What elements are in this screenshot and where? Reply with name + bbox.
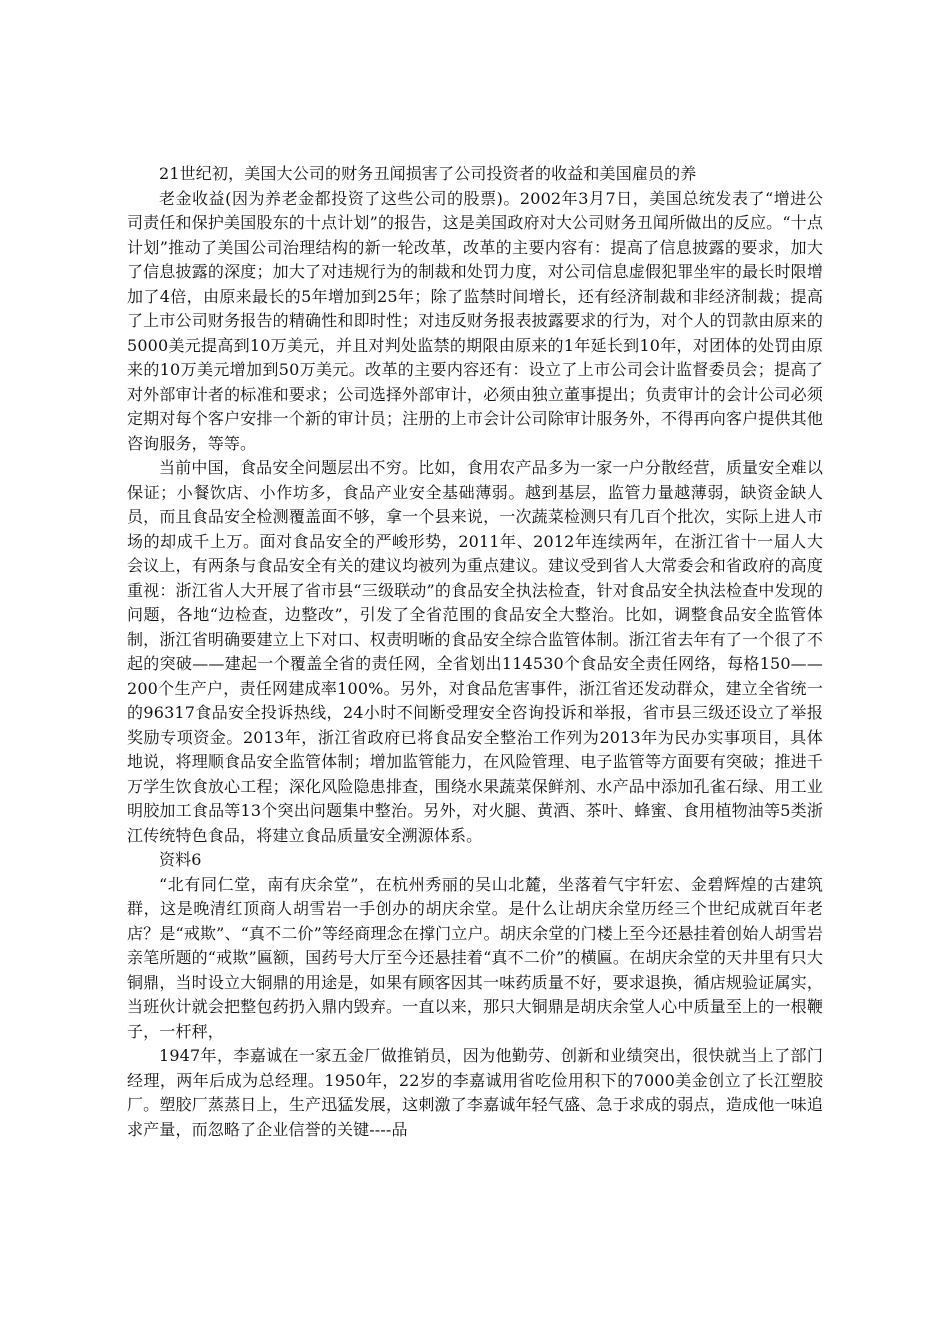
paragraph-3: “北有同仁堂，南有庆余堂”，在杭州秀丽的吴山北麓，坐落着气宇轩宏、金碧辉煌的古建筑群，这是晚清红顶商人胡雪岩一手创办的胡庆余堂。是什么让胡庆余堂历经三个世纪成就百年老店？是“戒欺”、“真不二价”等经商理念在撑门立户。胡庆余堂的门楼上至今还悬挂着创始人胡雪岩亲笔所题的“戒欺”匾额，国药号大厅至今还悬挂着“真不二价”的横匾。在胡庆余堂的天井里有只大铜鼎，当时设立大铜鼎的用途是，如果有顾客因其一味药质量不好，要求退换，循店规验证属实，当班伙计就会把整包药扔入鼎内毁弃。一直以来，那只大铜鼎是胡庆余堂人心中质量至上的一根鞭子，一杆秤， (127, 874, 823, 1041)
paragraph-1-body: 老金收益(因为养老金都投资了这些公司的股票)。2002年3月7日，美国总统发表了“增进公司责任和保护美国股东的十点计划”的报告，这是美国政府对大公司财务丑闻所做出的反应。“十点计划”推动了美国公司治理结构的新一轮改革，改革的主要内容有：提高了信息披露的要求，加大了信息披露的深度；加大了对违规行为的制裁和处罚力度，对公司信息虚假犯罪坐牢的最长时限增加了4倍，由原来最长的5年增加到25年；除了监禁时间增长，还有经济制裁和非经济制裁；提高了上市公司财务报告的精确性和即时性；对违反财务报表披露要求的行为，对个人的罚款由原来的5000美元提高到10万美元，并且对判处监禁的期限由原来的1年延长到10年，对团体的处罚由原来的10万美元增加到50万美元。改革的主要内容还有：设立了上市公司会计监督委员会；提高了对外部审计者的标准和要求；公司选择外部审计，必须由独立董事提出；负责审计的会计公司必须定期对每个客户安排一个新的审计员；注册的上市会计公司除审计服务外，不得再向客户提供其他咨询服务，等等。 (127, 188, 823, 453)
document-page (127, 162, 823, 1142)
section-heading-material-6: 资料6 (159, 850, 202, 869)
paragraph-4: 1947年，李嘉诚在一家五金厂做推销员，因为他勤劳、创新和业绩突出，很快就当上了部门经理，两年后成为总经理。1950年，22岁的李嘉诚用省吃俭用积下的7000美金创立了长江塑胶厂。塑胶厂蒸蒸日上，生产迅猛发展，这刺激了李嘉诚年轻气盛、急于求成的弱点，造成他一味追求产量，而忽略了企业信誉的关键----品 (127, 1046, 823, 1139)
paragraph-2: 当前中国，食品安全问题层出不穷。比如，食用农产品多为一家一户分散经营，质量安全难以保证；小餐饮店、小作坊多，食品产业安全基础薄弱。越到基层，监管力量越薄弱，缺资金缺人员，而且食品安全检测覆盖面不够，拿一个县来说，一次蔬菜检测只有几百个批次，实际上进人市场的却成千上万。面对食品安全的严峻形势，2011年、2012年连续两年，在浙江省十一届人大会议上，有两条与食品安全有关的建议均被列为重点建议。建议受到省人大常委会和省政府的高度重视：浙江省人大开展了省市县“三级联动”的食品安全执法检查，针对食品安全执法检查中发现的问题，各地“边检查，边整改”，引发了全省范围的食品安全大整治。比如，调整食品安全监管体制，浙江省明确要建立上下对口、权责明晰的食品安全综合监管体制。浙江省去年有了一个很了不起的突破——建起一个覆盖全省的责任网，全省划出114530个食品安全责任网络，每格150——200个生产户，责任网建成率100%。另外，对食品危害事件，浙江省还发动群众，建立全省统一的96317食品安全投诉热线，24小时不间断受理安全咨询投诉和举报，省市县三级还设立了举报奖励专项资金。2013年，浙江省政府已将食品安全整治工作列为2013年为民办实事项目，具体地说，将理顺食品安全监管体制；增加监管能力，在风险管理、电子监管等方面要有突破；推进千万学生饮食放心工程；深化风险隐患排查，围绕水果蔬菜保鲜剂、水产品中添加孔雀石绿、用工业明胶加工食品等13个突出问题集中整治。另外，对火腿、黄酒、茶叶、蜂蜜、食用植物油等5类浙江传统特色食品，将建立食品质量安全溯源体系。 (127, 458, 823, 845)
paragraph-1-first-line: 21世纪初，美国大公司的财务丑闻损害了公司投资者的收益和美国雇员的养 (159, 164, 697, 183)
